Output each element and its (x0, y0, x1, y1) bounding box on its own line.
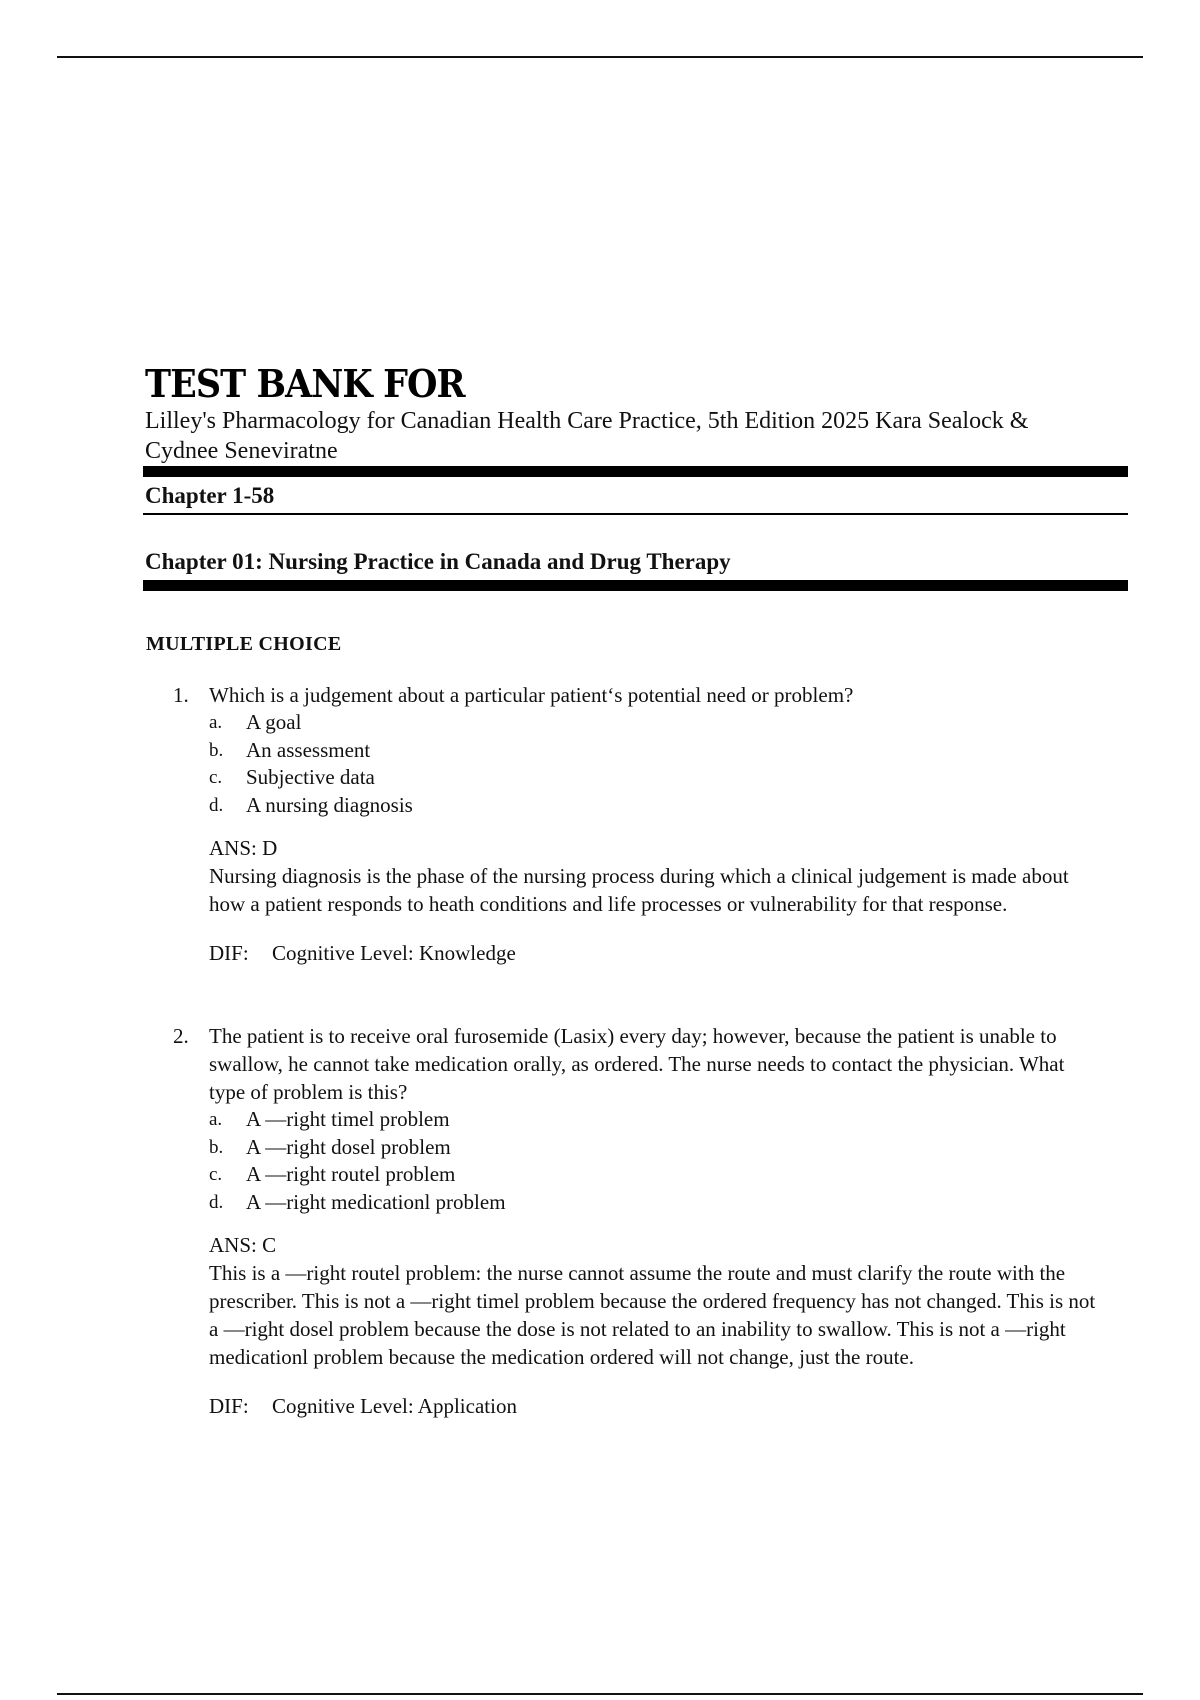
choice-text: A ―right timel problem (246, 1107, 450, 1131)
choice-item (209, 764, 1105, 792)
choice-letter: b. (209, 1136, 224, 1158)
cognitive-level: Cognitive Level: Application (272, 1394, 517, 1418)
choice-letter: d. (209, 1191, 224, 1213)
choice-text: A ―right dosel problem (246, 1134, 451, 1159)
thin-divider (143, 513, 1128, 515)
difficulty-label: DIF: (209, 1394, 249, 1418)
choice-text: A nursing diagnosis (246, 792, 413, 817)
choice-text: A ―right routel problem (246, 1162, 456, 1186)
choice-text: Subjective data (246, 765, 375, 789)
section-heading: MULTIPLE CHOICE (146, 633, 342, 655)
question-text: The patient is to receive oral furosemide (Lasix) every day; however, because the patient is unable to swallow, he cannot take medication orally, as ordered. The nurse needs to contact the physician. What type of problem is this? (209, 1024, 1065, 1104)
answer-rationale: Nursing diagnosis is the phase of the nursing process during which a clinical judgement is made about how a patient responds to heath conditions and life processes or vulnerability for that response. (209, 864, 1069, 916)
thick-divider (143, 466, 1128, 477)
question-stem (173, 681, 1105, 709)
choice-letter: a. (209, 1109, 223, 1130)
book-title-line-1: Lilley's Pharmacology for Canadian Health Care Practice, 5th Edition 2025 Kara Sealock & (145, 408, 1029, 434)
document-header (145, 362, 1130, 591)
difficulty-line (173, 1393, 1105, 1419)
choice-text: A ―right medicationl problem (246, 1189, 506, 1214)
book-title (145, 406, 1130, 466)
choice-item (209, 1106, 1105, 1134)
question-stem (173, 1022, 1105, 1106)
choice-letter: c. (209, 767, 223, 788)
choice-letter: b. (209, 739, 224, 761)
choice-item (209, 1189, 1105, 1217)
choice-list (173, 709, 1105, 819)
choice-list (173, 1106, 1105, 1216)
choice-item (209, 737, 1105, 765)
question-number: 1. (173, 683, 189, 707)
cognitive-level: Cognitive Level: Knowledge (272, 941, 516, 965)
choice-text: A goal (246, 710, 302, 734)
question-item (173, 681, 1105, 966)
choice-item (209, 792, 1105, 820)
difficulty-line (173, 940, 1105, 966)
chapter-title: Chapter 01: Nursing Practice in Canada and Drug Therapy (145, 549, 731, 574)
thick-divider (143, 580, 1128, 591)
choice-item (209, 1161, 1105, 1189)
choice-letter: c. (209, 1164, 223, 1185)
top-rule (57, 56, 1143, 58)
book-title-line-2: Cydnee Seneviratne (145, 438, 338, 464)
choice-letter: d. (209, 794, 224, 816)
answer-key: ANS: C (209, 1233, 277, 1257)
bottom-rule (57, 1693, 1143, 1695)
choice-item (209, 709, 1105, 737)
answer-key: ANS: D (209, 836, 278, 860)
choice-item (209, 1134, 1105, 1162)
question-text: Which is a judgement about a particular patient‘s potential need or problem? (209, 683, 854, 707)
document-title: TEST BANK FOR (145, 361, 465, 406)
difficulty-label: DIF: (209, 941, 249, 965)
question-item (173, 1022, 1105, 1419)
answer-rationale: This is a ―right routel problem: the nurse cannot assume the route and must clarify the route with the prescriber. This is not a ―right timel problem because the ordered frequency has not changed. This is not a ―right dosel problem because the dose is not related to an inability to swallow. This is not a ―right medicationl problem because the medication ordered will not change, just the route. (209, 1261, 1096, 1369)
question-number: 2. (173, 1024, 189, 1048)
chapter-range: Chapter 1-58 (145, 483, 275, 508)
choice-text: An assessment (246, 737, 371, 762)
choice-letter: a. (209, 712, 223, 733)
